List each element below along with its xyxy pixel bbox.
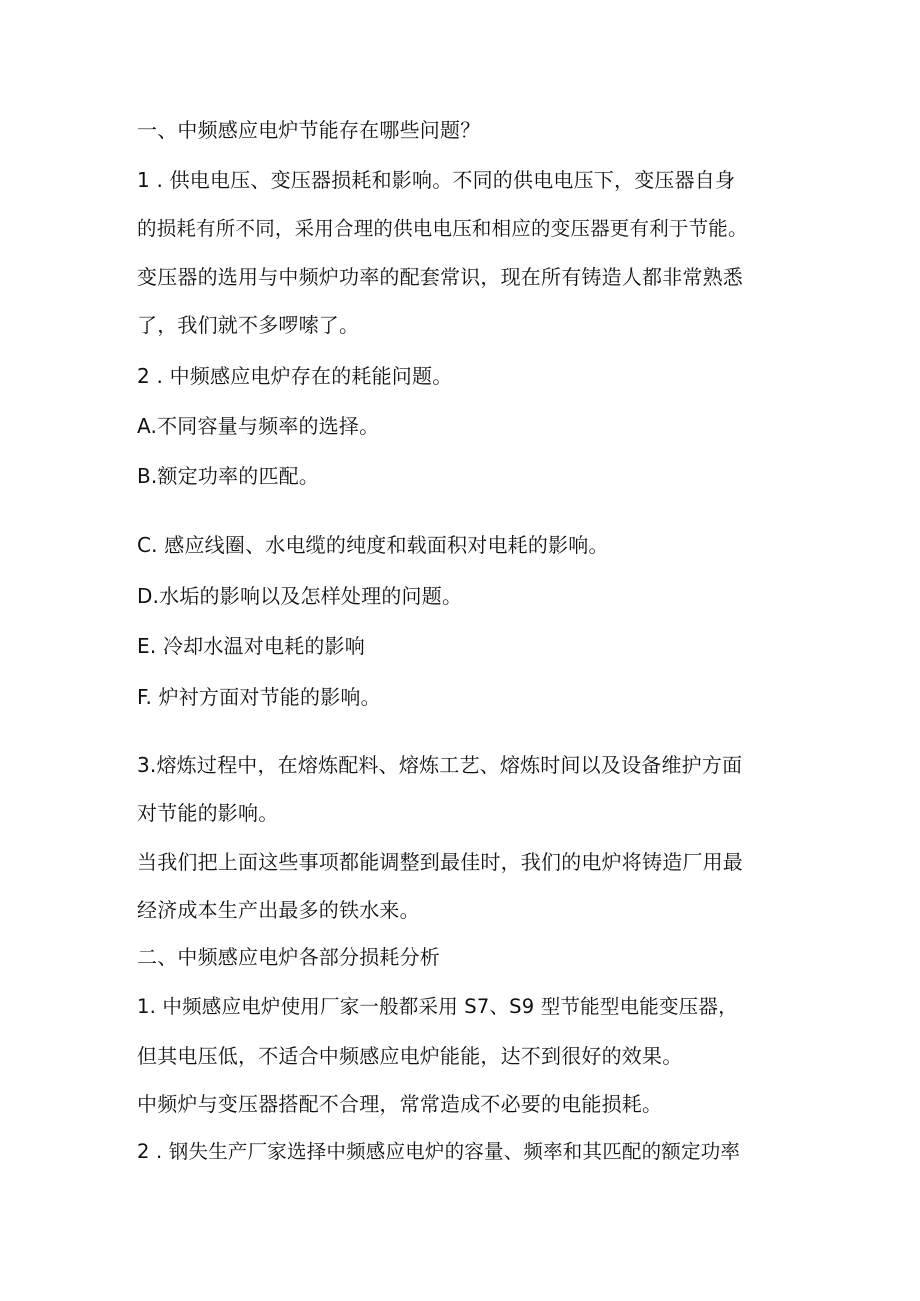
paragraph-line: 变压器的选用与中频炉功率的配套常识，现在所有铸造人都非常熟悉: [137, 265, 743, 289]
paragraph-line: 2 . 钢失生产厂家选择中频感应电炉的容量、频率和其匹配的额定功率: [137, 1140, 741, 1163]
paragraph-line: 中频炉与变压器搭配不合理，常常造成不必要的电能损耗。: [137, 1092, 663, 1116]
list-item-e: E. 冷却水温对电耗的影响: [137, 634, 365, 658]
paragraph-line: 了，我们就不多啰嗦了。: [137, 313, 360, 337]
numbered-item-2: 2 . 中频感应电炉存在的耗能问题。: [137, 364, 453, 388]
paragraph-line: 对节能的影响。: [137, 801, 279, 825]
paragraph-line: 的损耗有所不同，采用合理的供电电压和相应的变压器更有利于节能。: [137, 217, 748, 240]
paragraph-line: 但其电压低，不适合中频感应电炉能能，达不到很好的效果。: [137, 1044, 683, 1068]
section-heading-1: 一、中频感应电炉节能存在哪些问题？: [137, 118, 481, 142]
paragraph-line: 当我们把上面这些事项都能调整到最佳时，我们的电炉将铸造厂用最: [137, 850, 743, 874]
list-item-d: D.水垢的影响以及怎样处理的问题。: [137, 584, 463, 608]
paragraph-line: 经济成本生产出最多的铁水来。: [137, 898, 420, 922]
list-item-a: A.不同容量与频率的选择。: [137, 414, 380, 438]
section-heading-2: 二、中频感应电炉各部分损耗分析: [137, 945, 440, 969]
list-item-c: C. 感应线圈、水电缆的纯度和载面积对电耗的影响。: [137, 533, 609, 557]
list-item-f: F. 炉衬方面对节能的影响。: [137, 685, 381, 709]
paragraph-line: 3.熔炼过程中，在熔炼配料、熔炼工艺、熔炼时间以及设备维护方面: [137, 753, 743, 777]
paragraph-line: 1. 中频感应电炉使用厂家一般都采用 S7、S9 型节能型电能变压器，: [137, 995, 738, 1018]
paragraph-line: 1 . 供电电压、变压器损耗和影响。不同的供电电压下，变压器自身: [137, 168, 736, 192]
list-item-b: B.额定功率的匹配。: [137, 464, 320, 488]
